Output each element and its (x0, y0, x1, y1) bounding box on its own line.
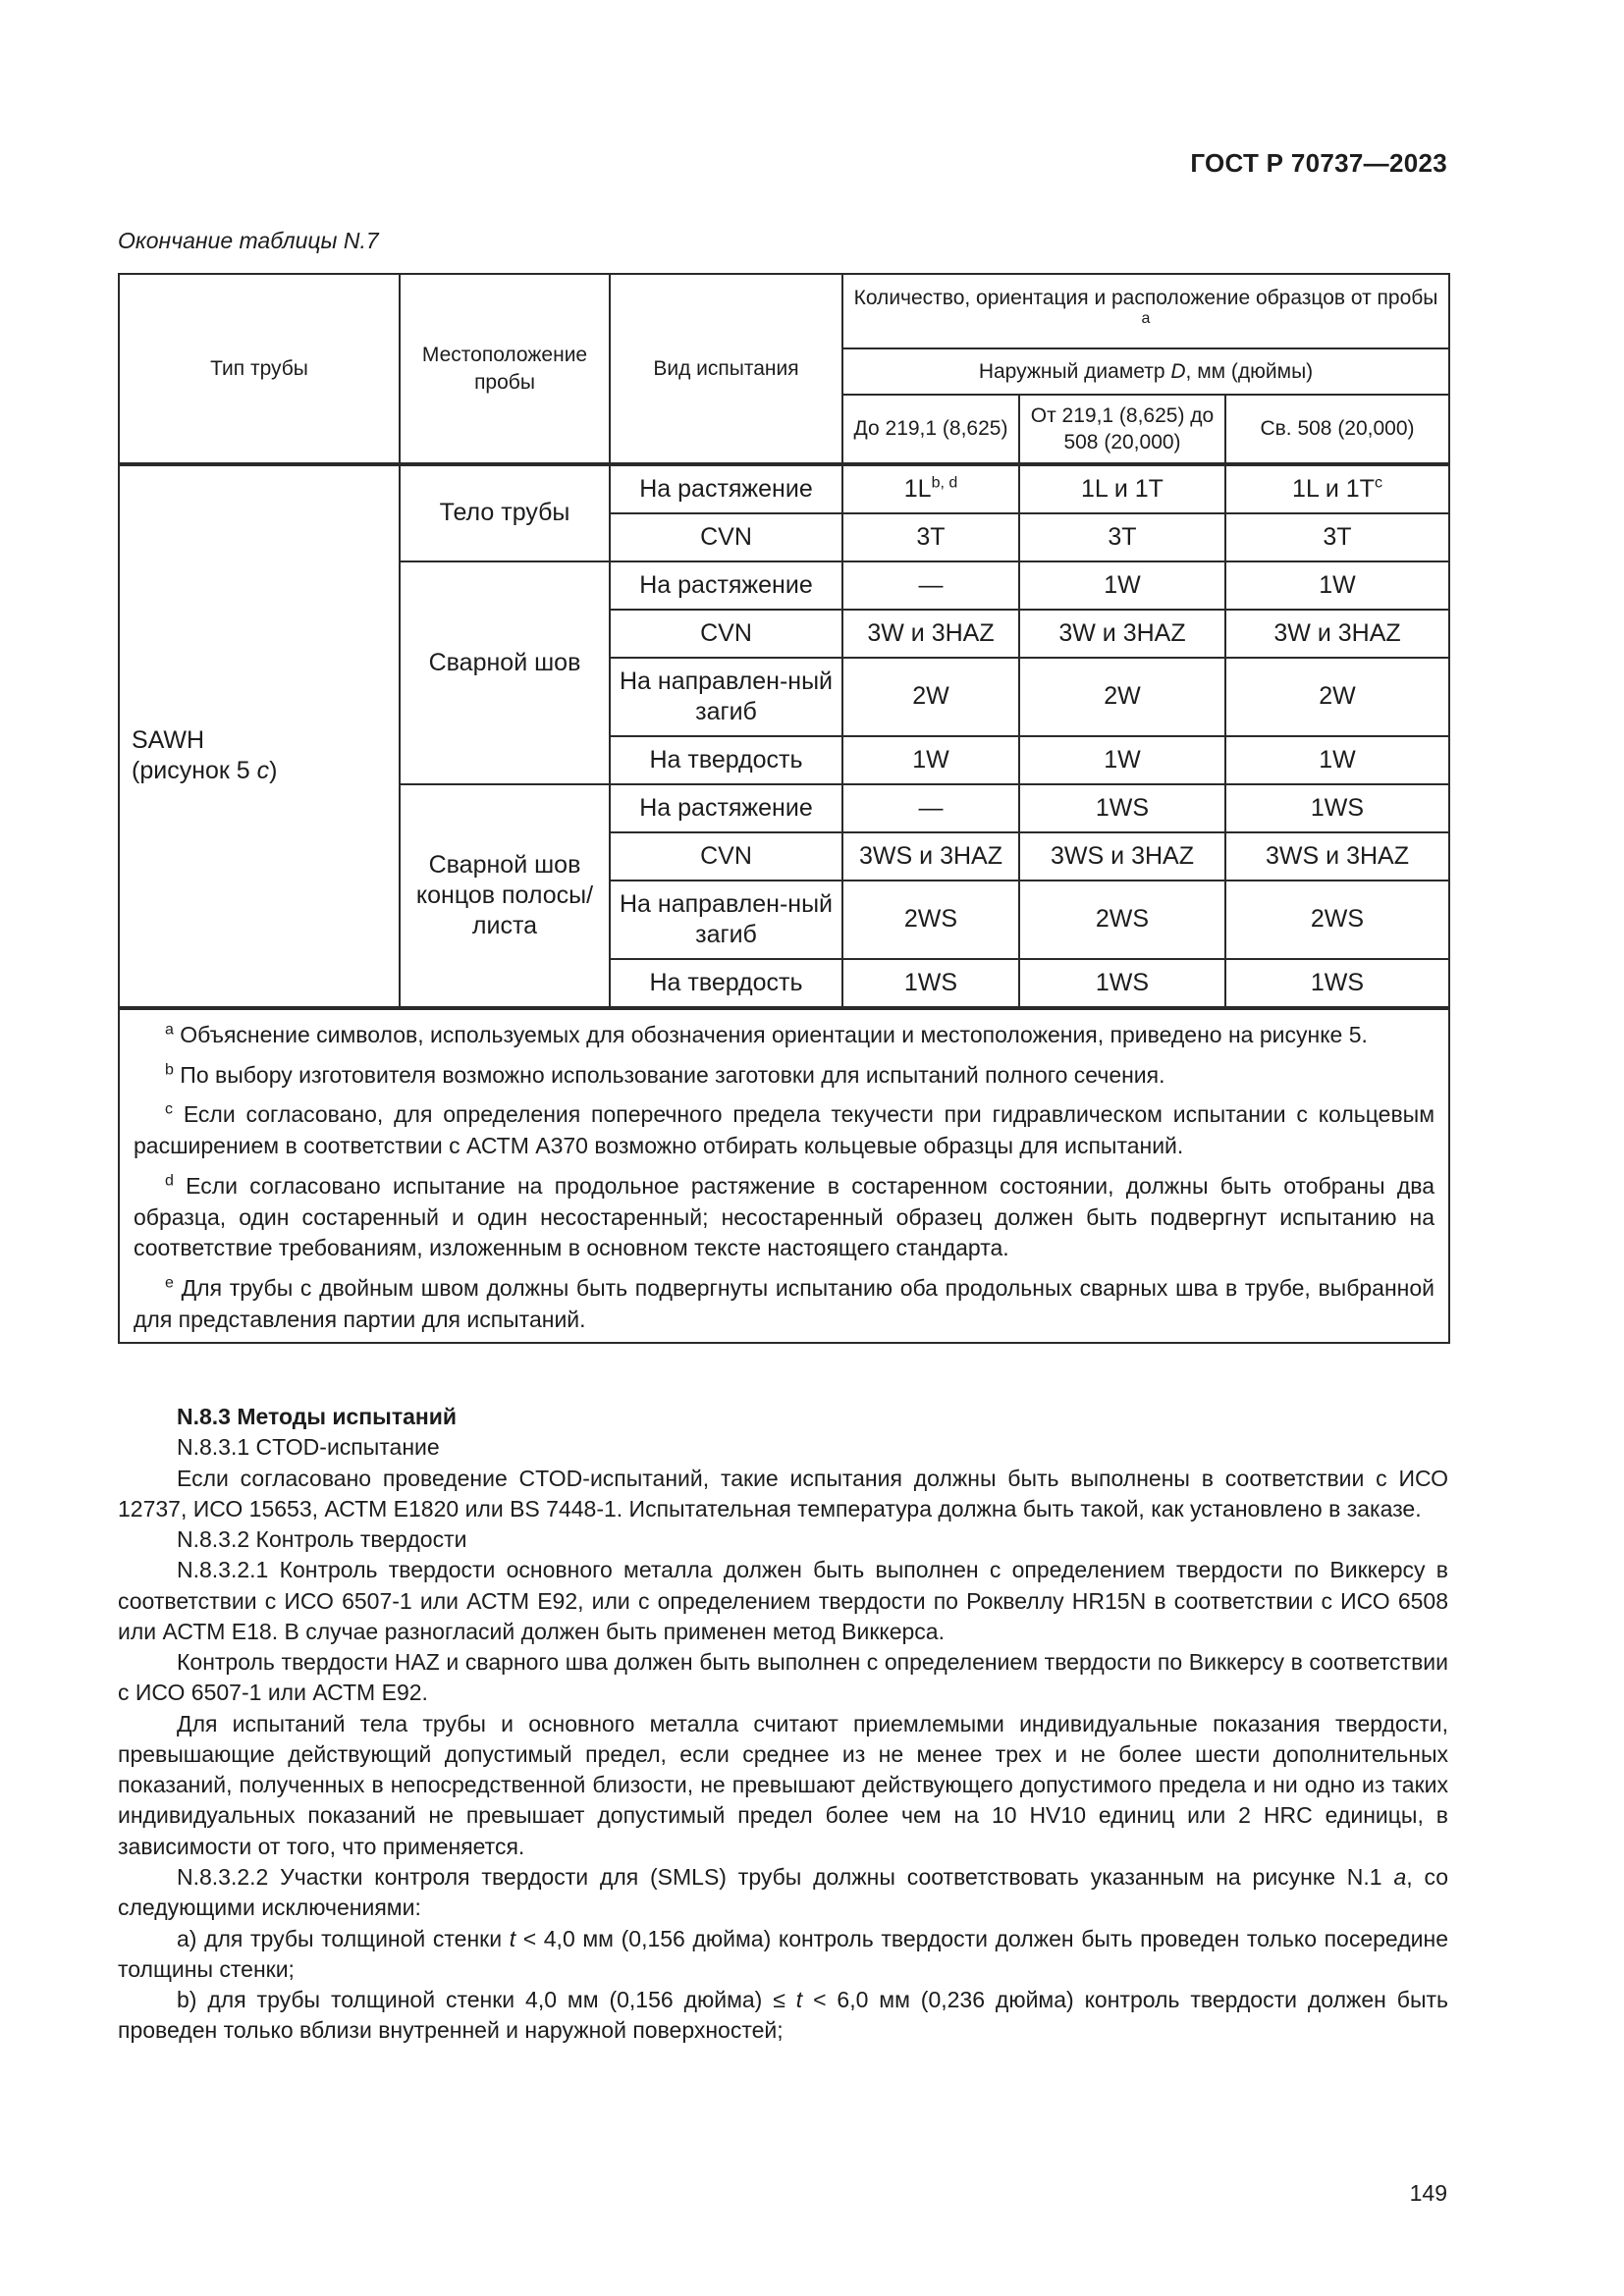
test-cell: На растяжение (610, 784, 842, 832)
value-cell: 1L и 1T (1019, 464, 1225, 513)
value-cell: 3T (842, 513, 1019, 561)
test-samples-table (118, 273, 1450, 1344)
paragraph: b) для трубы толщиной стенки 4,0 мм (0,156 дюйма) ≤ t < 6,0 мм (0,236 дюйма) контроль твердости должен быть проведен только вблизи внутренней и наружной поверхностей; (118, 1987, 1448, 2044)
paragraph: N.8.3.2 Контроль твердости (177, 1526, 467, 1553)
body-text (118, 1402, 1448, 2047)
test-cell: На направлен-ный загиб (610, 658, 842, 736)
value-cell: 1W (1225, 561, 1449, 610)
header-col-2: От 219,1 (8,625) до 508 (20,000) (1019, 395, 1225, 464)
paragraph: Если согласовано проведение CTOD-испытаний, такие испытания должны быть выполнены в соответствии с ИСО 12737, ИСО 15653, АСТМ Е1820 или BS 7448-1. Испытательная температура должна быть такой, как установлено в заказе. (118, 1465, 1448, 1522)
value-cell: 3WS и 3HAZ (1019, 832, 1225, 881)
page-number: 149 (1409, 2180, 1447, 2206)
paragraph: N.8.3.1 CTOD-испытание (177, 1434, 440, 1461)
test-cell: CVN (610, 832, 842, 881)
value-cell: 3W и 3HAZ (842, 610, 1019, 658)
value-cell: 1WS (1019, 784, 1225, 832)
value-cell: 1WS (842, 959, 1019, 1008)
section-title: N.8.3 Методы испытаний (177, 1404, 458, 1429)
pipe-type-cell: SAWH (рисунок 5 c) (119, 464, 400, 1008)
value-cell: 1W (1019, 561, 1225, 610)
location-cell: Тело трубы (400, 464, 610, 561)
footnote: $^e$ Для трубы с двойным швом должны быть подвергнуты испытанию оба продольных сварных шва в трубе, выбранной для представления партии для испытаний. (134, 1274, 1435, 1332)
value-cell: 1W (1019, 736, 1225, 784)
test-cell: На растяжение (610, 561, 842, 610)
header-test-type: Вид испытания (610, 274, 842, 464)
standard-code: ГОСТ Р 70737—2023 (1190, 148, 1447, 178)
location-cell: Сварной шов (400, 561, 610, 784)
value-cell: $1L^{b, d}$ (842, 464, 1019, 513)
value-cell: 1WS (1225, 959, 1449, 1008)
table-caption: Окончание таблицы N.7 (118, 228, 379, 253)
value-cell: 2W (842, 658, 1019, 736)
footnote: $^b$ По выбору изготовителя возможно использование заготовки для испытаний полного сечения. (165, 1061, 1165, 1088)
header-col-1: До 219,1 (8,625) (842, 395, 1019, 464)
value-cell: 3T (1019, 513, 1225, 561)
paragraph: Для испытаний тела трубы и основного металла считают приемлемыми индивидуальные показания твердости, превышающие действующий допустимый предел, если среднее из не менее трех и не более шести дополнительных показаний, полученных в непосредственной близости, не превышают действующего допустимого предела и ни одно из таких индивидуальных показаний не превышает допустимый предел более чем на 10 HV10 единиц или 2 HRC единицы, в зависимости от того, что применяется. (118, 1710, 1448, 1859)
value-cell: 3WS и 3HAZ (1225, 832, 1449, 881)
test-cell: На твердость (610, 736, 842, 784)
table-footnotes (119, 1008, 1449, 1343)
test-cell: CVN (610, 513, 842, 561)
paragraph: Контроль твердости HAZ и сварного шва должен быть выполнен с определением твердости по Виккерсу в соответствии с ИСО 6507-1 или АСТМ Е92. (118, 1649, 1448, 1706)
header-diameter: Наружный диаметр D, мм (дюймы) (842, 348, 1449, 395)
value-cell: 2W (1225, 658, 1449, 736)
header-col-3: Св. 508 (20,000) (1225, 395, 1449, 464)
value-cell: 1W (842, 736, 1019, 784)
paragraph: N.8.3.2.2 Участки контроля твердости для (SMLS) трубы должны соответствовать указанным на рисунке N.1 а, со следующими исключениями: (118, 1863, 1448, 1921)
paragraph: N.8.3.2.1 Контроль твердости основного металла должен быть выполнен с определением твердости по Виккерсу в соответствии с ИСО 6507-1 или АСТМ Е92, или с определением твердости по Роквеллу HR15N в соответствии с ИСО 6508 или АСТМ Е18. В случае разногласий должен быть применен метод Виккерса. (118, 1557, 1448, 1644)
header-pipe-type: Тип трубы (119, 274, 400, 464)
paragraph: a) для трубы толщиной стенки t < 4,0 мм (0,156 дюйма) контроль твердости должен быть проведен только посередине толщины стенки; (118, 1925, 1448, 1982)
test-cell: На твердость (610, 959, 842, 1008)
value-cell: 3W и 3HAZ (1019, 610, 1225, 658)
header-location: Местоположение пробы (400, 274, 610, 464)
location-cell: Сварной шов концов полосы/листа (400, 784, 610, 1008)
header-samples: Количество, ориентация и расположение образцов от пробы $^a$ (842, 274, 1449, 348)
value-cell: 2WS (1225, 881, 1449, 959)
value-cell: 1W (1225, 736, 1449, 784)
footnote: $^d$ Если согласовано испытание на продольное растяжение в состаренном состоянии, должны быть отобраны два образца, один состаренный и один несостаренный; несостаренный образец должен быть подвергнут испытанию на соответствие требованиям, изложенным в основном тексте настоящего стандарта. (134, 1172, 1435, 1261)
footnote: $^a$ Объяснение символов, используемых для обозначения ориентации и местоположения, приведено на рисунке 5. (165, 1021, 1368, 1047)
value-cell: 1WS (1225, 784, 1449, 832)
value-cell: 3WS и 3HAZ (842, 832, 1019, 881)
test-cell: На растяжение (610, 464, 842, 513)
value-cell: 3T (1225, 513, 1449, 561)
test-cell: На направлен-ный загиб (610, 881, 842, 959)
value-cell: 2W (1019, 658, 1225, 736)
value-cell: 3W и 3HAZ (1225, 610, 1449, 658)
footnote: $^c$ Если согласовано, для определения поперечного предела текучести при гидравлическом испытании с кольцевым расширением в соответствии с АСТМ А370 возможно отбирать кольцевые образцы для испытаний. (134, 1100, 1435, 1159)
value-cell: 1WS (1019, 959, 1225, 1008)
value-cell: 2WS (1019, 881, 1225, 959)
value-cell: 2WS (842, 881, 1019, 959)
value-cell: — (842, 784, 1019, 832)
value-cell: 1L и $1T^c$ (1225, 464, 1449, 513)
value-cell: — (842, 561, 1019, 610)
test-cell: CVN (610, 610, 842, 658)
